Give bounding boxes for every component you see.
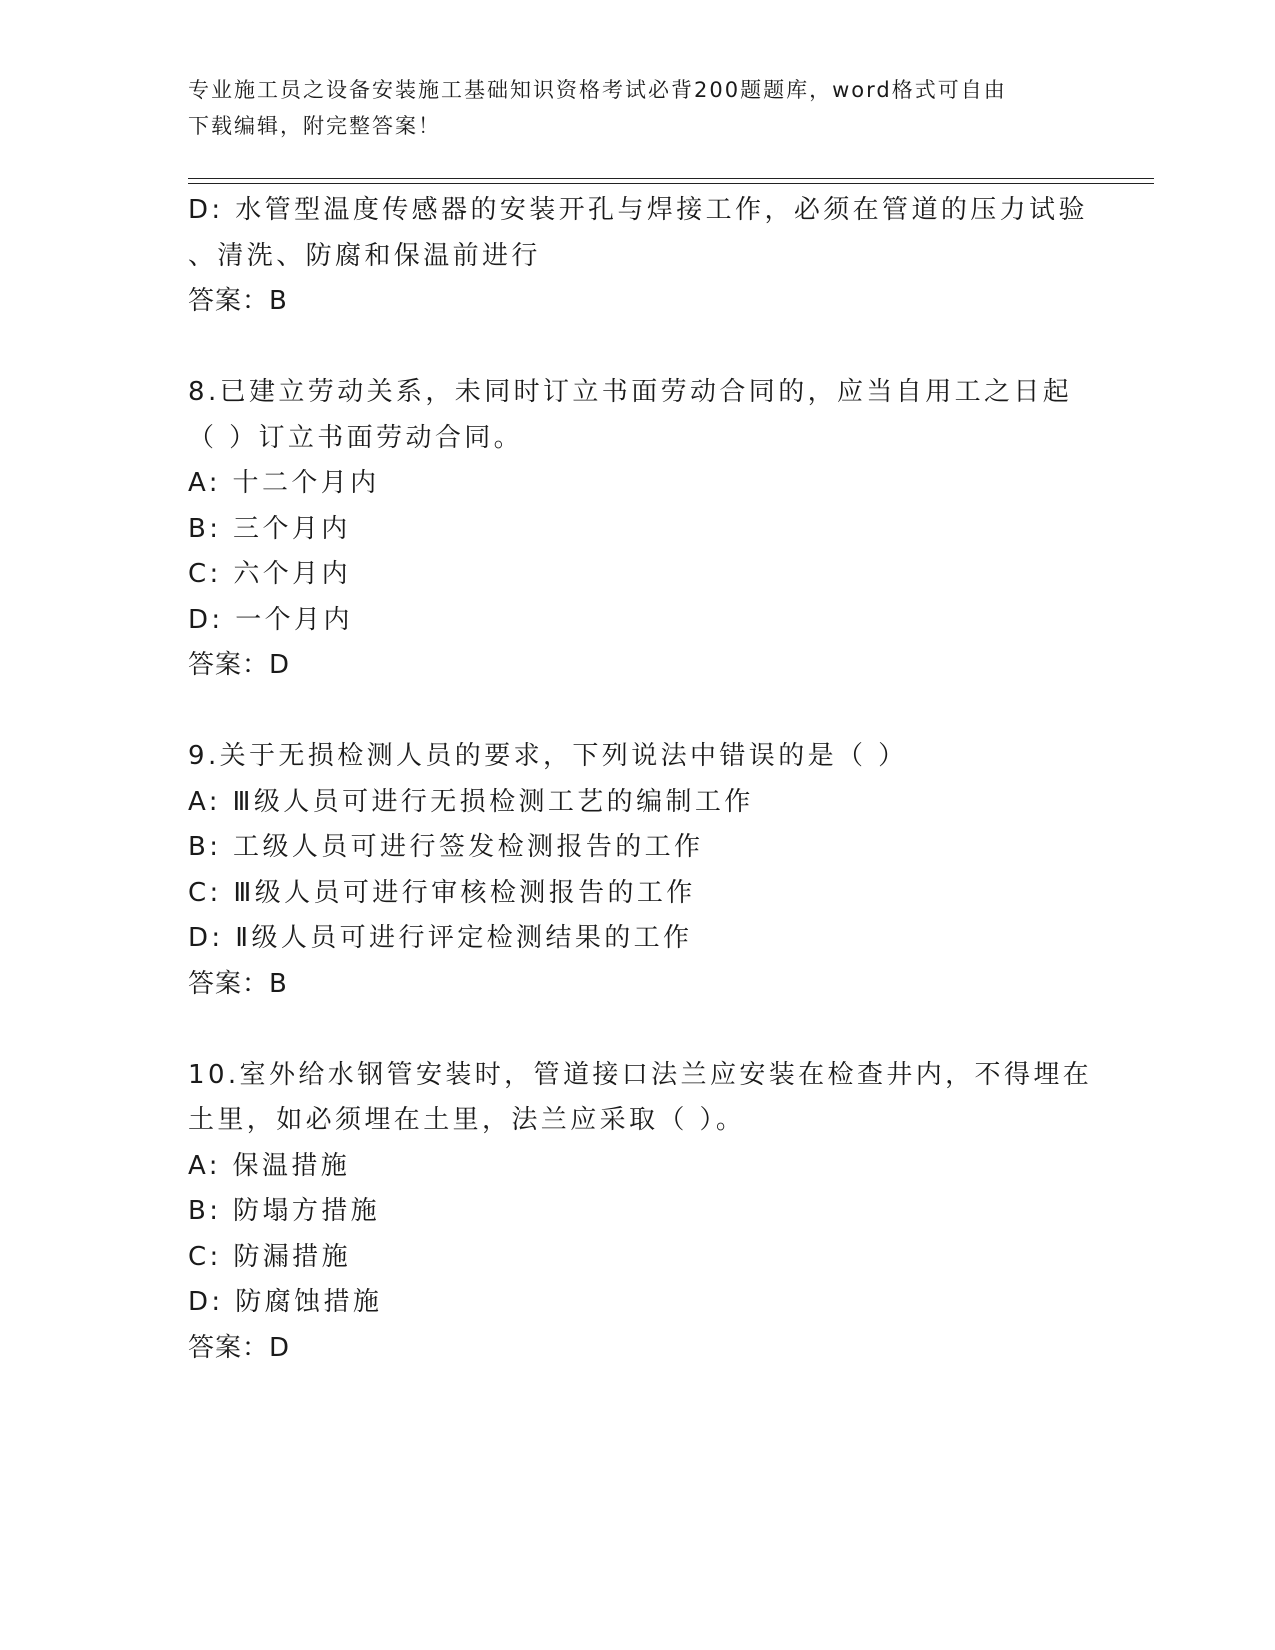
question-8 (188, 370, 1088, 689)
answer: 答案：D (188, 650, 291, 680)
spacer (188, 1007, 1088, 1053)
document-header (188, 72, 1068, 144)
option-d: D: 防腐蚀措施 (188, 1287, 383, 1317)
option-c: C: Ⅲ级人员可进行审核检测报告的工作 (188, 877, 696, 908)
option-d: D: 一个月内 (188, 604, 353, 635)
option-d: D: 水管型温度传感器的安装开孔与焊接工作，必须在管道的压力试验 (188, 195, 1088, 225)
answer: 答案：D (188, 1332, 291, 1363)
option-b: B: 三个月内 (188, 513, 351, 544)
question-list (188, 188, 1093, 1371)
spacer (188, 689, 1088, 735)
option-c: C: 防漏措施 (188, 1241, 351, 1272)
question-stem-continued: （ ）订立书面劳动合同。 (188, 422, 524, 453)
answer: 答案：B (188, 286, 288, 316)
question-stem: 10.室外给水钢管安装时，管道接口法兰应安装在检查井内，不得埋在 (188, 1059, 1093, 1090)
option-a: A: 十二个月内 (188, 468, 380, 498)
option-d-continued: 、清洗、防腐和保温前进行 (188, 240, 541, 271)
option-b: B: 防塌方措施 (188, 1196, 381, 1226)
question-stem-continued: 土里，如必须埋在土里，法兰应采取（ ）。 (188, 1105, 746, 1135)
header-divider-top (188, 178, 1154, 179)
option-a: A: Ⅲ级人员可进行无损检测工艺的编制工作 (188, 786, 754, 817)
question-9 (188, 734, 1088, 1007)
option-a: A: 保温措施 (188, 1150, 351, 1181)
header-divider-bottom (188, 183, 1154, 184)
question-stem: 8.已建立劳动关系，未同时订立书面劳动合同的，应当自用工之日起 (188, 377, 1073, 407)
header-line-2: 下载编辑，附完整答案！ (188, 114, 441, 138)
option-c: C: 六个月内 (188, 559, 351, 589)
question-10 (188, 1053, 1093, 1372)
previous-question-tail (188, 188, 1088, 325)
spacer (188, 325, 1088, 371)
question-stem: 9.关于无损检测人员的要求，下列说法中错误的是（ ） (188, 741, 908, 771)
answer: 答案：B (188, 968, 288, 999)
option-b: B: 工级人员可进行签发检测报告的工作 (188, 832, 704, 862)
header-line-1: 专业施工员之设备安装施工基础知识资格考试必背200题题库，word格式可自由 (188, 78, 1007, 102)
option-d: D: Ⅱ级人员可进行评定检测结果的工作 (188, 923, 693, 953)
